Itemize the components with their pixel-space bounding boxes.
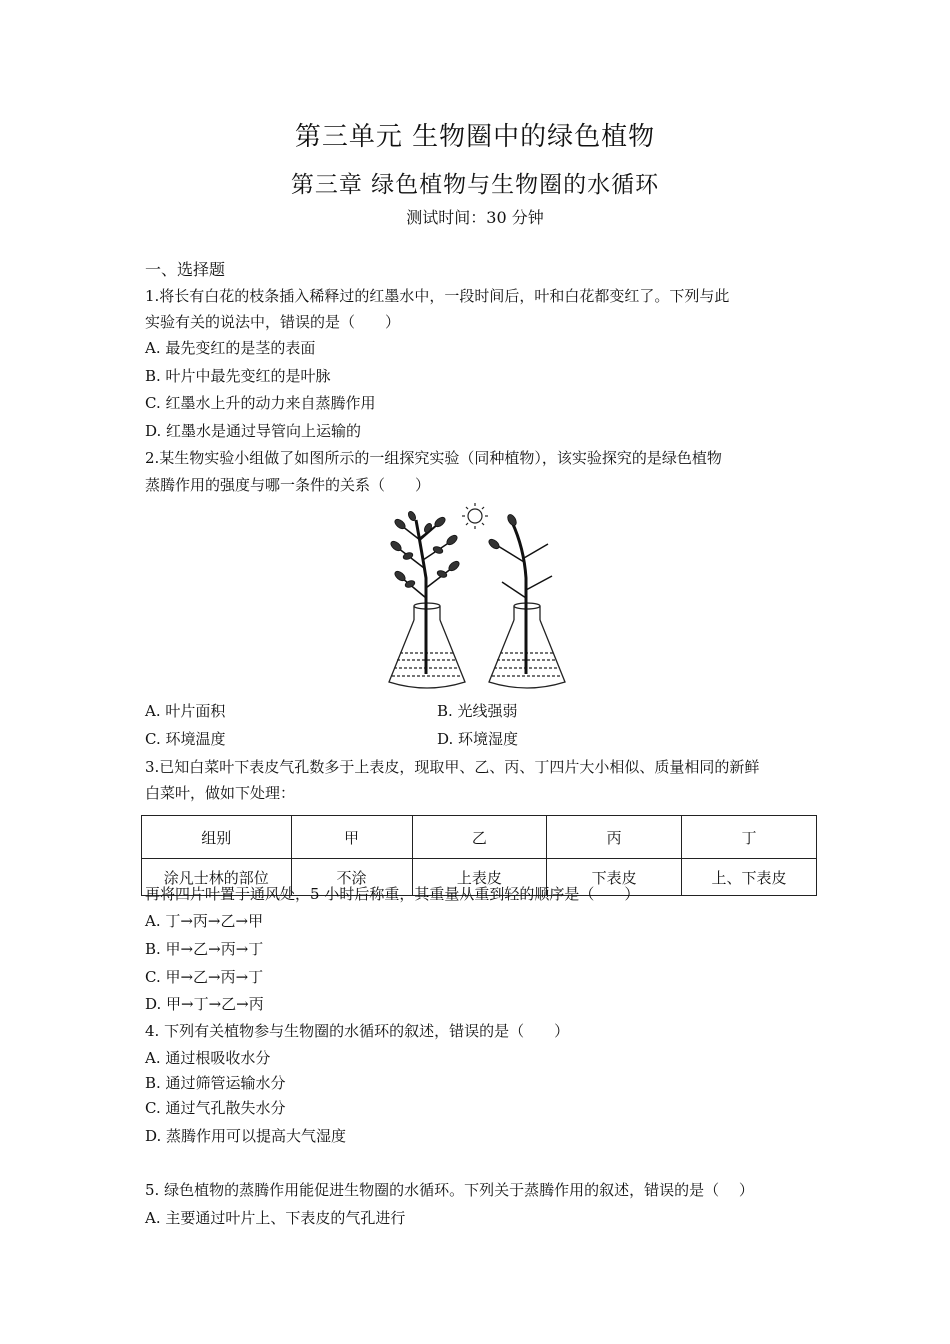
page-title: 第三单元 生物圈中的绿色植物 — [294, 122, 656, 152]
table-cell: 丁 — [682, 816, 817, 859]
q4-option-d[interactable]: D. 蒸腾作用可以提高大气湿度 — [145, 1127, 347, 1145]
q1-stem: 1.将长有白花的枝条插入稀释过的红墨水中，一段时间后，叶和白花都变红了。下列与此 — [145, 287, 730, 305]
q3-option-d[interactable]: D. 甲→丁→乙→丙 — [145, 995, 264, 1013]
q1-stem-cont: 实验有关的说法中，错误的是（ ） — [145, 313, 401, 331]
q3-option-a[interactable]: A. 丁→丙→乙→甲 — [145, 912, 264, 930]
q1-option-a[interactable]: A. 最先变红的是茎的表面 — [145, 339, 316, 357]
test-time: 测试时间：30 分钟 — [406, 208, 544, 227]
q2-option-b[interactable]: B. 光线强弱 — [437, 702, 518, 720]
table-cell: 丙 — [547, 816, 682, 859]
right-leaves — [487, 513, 518, 550]
q5-option-a[interactable]: A. 主要通过叶片上、下表皮的气孔进行 — [145, 1209, 406, 1227]
right-plant — [498, 522, 552, 674]
table-cell: 下表皮 — [547, 859, 682, 896]
sun-icon — [462, 503, 488, 529]
q4-option-a[interactable]: A. 通过根吸收水分 — [145, 1049, 271, 1067]
q1-option-d[interactable]: D. 红墨水是通过导管向上运输的 — [145, 422, 362, 440]
q2-option-d[interactable]: D. 环境湿度 — [437, 730, 519, 748]
table-cell: 上表皮 — [412, 859, 547, 896]
table-cell: 上、下表皮 — [682, 859, 817, 896]
q3-option-b[interactable]: B. 甲→乙→丙→丁 — [145, 940, 264, 958]
q4-option-b[interactable]: B. 通过筛管运输水分 — [145, 1074, 286, 1092]
q1-option-c[interactable]: C. 红墨水上升的动力来自蒸腾作用 — [145, 394, 376, 412]
q4-option-c[interactable]: C. 通过气孔散失水分 — [145, 1099, 286, 1117]
left-plant — [398, 520, 452, 674]
q2-option-a[interactable]: A. 叶片面积 — [145, 702, 226, 720]
table-cell: 乙 — [412, 816, 547, 859]
experiment-figure — [380, 498, 580, 694]
chapter-title: 第三章 绿色植物与生物圈的水循环 — [290, 172, 660, 198]
q3-stem-cont: 白菜叶，做如下处理： — [145, 784, 296, 802]
q3-after-text: 再将四片叶置于通风处，5 小时后称重，其重量从重到轻的顺序是（ ） — [145, 885, 640, 903]
q5-stem: 5. 绿色植物的蒸腾作用能促进生物圈的水循环。下列关于蒸腾作用的叙述，错误的是（ ） — [145, 1181, 754, 1199]
table-cell: 甲 — [291, 816, 412, 859]
q2-option-c[interactable]: C. 环境温度 — [145, 730, 226, 748]
q2-stem: 2.某生物实验小组做了如图所示的一组探究实验（同种植物），该实验探究的是绿色植物 — [145, 449, 722, 467]
section-heading: 一、选择题 — [145, 260, 226, 279]
q1-option-b[interactable]: B. 叶片中最先变红的是叶脉 — [145, 367, 331, 385]
table-cell: 组别 — [142, 816, 292, 859]
q3-stem: 3.已知白菜叶下表皮气孔数多于上表皮，现取甲、乙、丙、丁四片大小相似、质量相同的新鲜 — [145, 758, 760, 776]
q4-stem: 4. 下列有关植物参与生物圈的水循环的叙述，错误的是（ ） — [145, 1022, 570, 1040]
table-cell: 不涂 — [291, 859, 412, 896]
table-cell: 涂凡士林的部位 — [142, 859, 292, 896]
q2-stem-cont: 蒸腾作用的强度与哪一条件的关系（ ） — [145, 476, 431, 494]
q3-option-c[interactable]: C. 甲→乙→丙→丁 — [145, 968, 264, 986]
